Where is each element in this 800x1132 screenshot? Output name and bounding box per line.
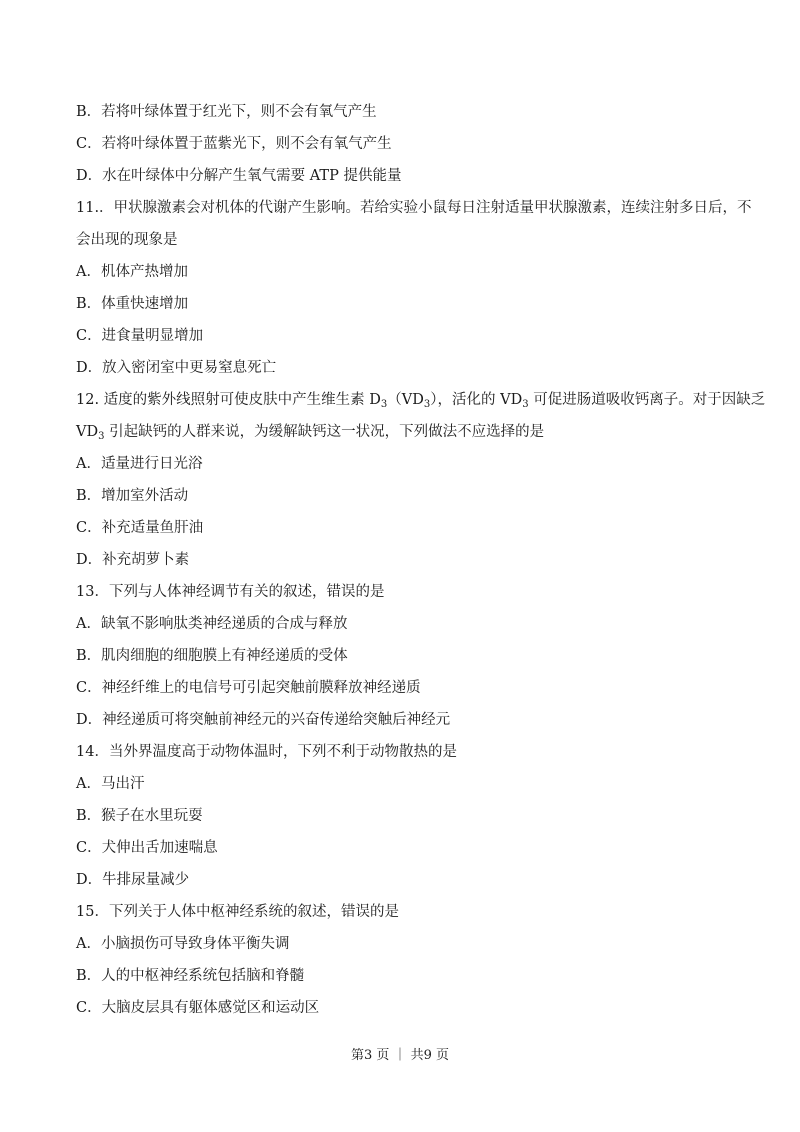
question-12-stem-line2 <box>76 422 544 447</box>
option-a: A．小脑损伤可导致身体平衡失调 <box>76 936 290 952</box>
question-11-stem-line1: 11.．甲状腺激素会对机体的代谢产生影响。若给实验小鼠每日注射适量甲状腺激素，连续注射多日后，不 <box>76 200 752 216</box>
stem-text: VD <box>76 424 99 440</box>
stem-text: 引起缺钙的人群来说，为缓解缺钙这一状况，下列做法不应选择的是 <box>104 424 545 440</box>
option-d: D．补充胡萝卜素 <box>76 552 190 568</box>
option-d: D．放入密闭室中更易窒息死亡 <box>76 360 277 376</box>
option-a: A．缺氧不影响肽类神经递质的合成与释放 <box>76 616 348 632</box>
option-d: D．神经递质可将突触前神经元的兴奋传递给突触后神经元 <box>76 712 451 728</box>
option-b: B．增加室外活动 <box>76 488 189 504</box>
subscript: 3 <box>98 431 105 442</box>
subscript: 3 <box>423 399 431 410</box>
option-d: D．牛排尿量减少 <box>76 872 190 888</box>
stem-text: 12. 适度的紫外线照射可使皮肤中产生维生素 D <box>76 392 381 408</box>
stem-text: 可促进肠道吸收钙离子。对于因缺乏 <box>528 392 766 408</box>
option-c: C．犬伸出舌加速喘息 <box>76 840 218 856</box>
option-c: C．神经纤维上的电信号可引起突触前膜释放神经递质 <box>76 680 421 696</box>
question-12-stem-line1 <box>76 390 765 415</box>
option-c: C．若将叶绿体置于蓝紫光下，则不会有氧气产生 <box>76 136 392 152</box>
question-14-stem: 14．当外界温度高于动物体温时，下列不利于动物散热的是 <box>76 744 457 760</box>
option-d: D．水在叶绿体中分解产生氧气需要 ATP 提供能量 <box>76 168 402 184</box>
option-a: A．适量进行日光浴 <box>76 456 203 472</box>
subscript: 3 <box>380 399 388 410</box>
option-a: A．马出汗 <box>76 776 145 792</box>
option-b: B．猴子在水里玩耍 <box>76 808 203 824</box>
option-a: A．机体产热增加 <box>76 264 188 280</box>
option-c: C．大脑皮层具有躯体感觉区和运动区 <box>76 1000 320 1016</box>
option-b: B．若将叶绿体置于红光下，则不会有氧气产生 <box>76 104 377 120</box>
subscript: 3 <box>522 399 529 410</box>
stem-text: ），活化的 VD <box>430 392 523 408</box>
page-footer: 第3 页 ｜ 共9 页 <box>350 1048 450 1063</box>
option-c: C．进食量明显增加 <box>76 328 204 344</box>
question-11-stem-line2: 会出现的现象是 <box>76 232 178 248</box>
stem-text: （VD <box>387 392 424 408</box>
question-15-stem: 15．下列关于人体中枢神经系统的叙述，错误的是 <box>76 904 399 920</box>
option-c: C．补充适量鱼肝油 <box>76 520 204 536</box>
question-13-stem: 13．下列与人体神经调节有关的叙述，错误的是 <box>76 584 385 600</box>
option-b: B．体重快速增加 <box>76 296 189 312</box>
option-b: B．肌肉细胞的细胞膜上有神经递质的受体 <box>76 648 348 664</box>
option-b: B．人的中枢神经系统包括脑和脊髓 <box>76 968 305 984</box>
